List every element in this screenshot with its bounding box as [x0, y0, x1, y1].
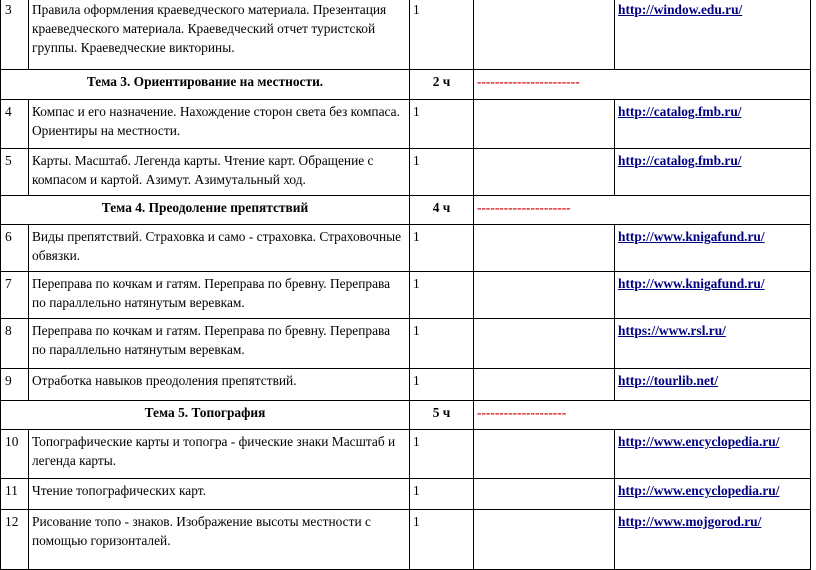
- resource-link[interactable]: http://window.edu.ru/: [618, 2, 743, 17]
- hours-cell: 1: [410, 272, 474, 319]
- row-number: 12: [1, 510, 29, 570]
- hours-cell: 1: [410, 149, 474, 196]
- table-row: [1, 0, 811, 70]
- hours-cell: 1: [410, 430, 474, 479]
- theme-row: [1, 196, 811, 225]
- empty-cell: [474, 0, 615, 70]
- hours-cell: 1: [410, 0, 474, 70]
- resource-link[interactable]: http://www.knigafund.ru/: [618, 276, 765, 291]
- lesson-topic: Карты. Масштаб. Легенда карты. Чтение карт. Обращение с компасом и картой. Азимут. Азимутальный ход.: [29, 149, 410, 196]
- hours-cell: 1: [410, 369, 474, 401]
- resource-link[interactable]: https://www.rsl.ru/: [618, 323, 726, 338]
- empty-cell: [474, 369, 615, 401]
- theme-row: [1, 401, 811, 430]
- lesson-topic: Виды препятствий. Страховка и само - страховка. Страховочные обвязки.: [29, 225, 410, 272]
- empty-cell: [474, 479, 615, 510]
- hours-cell: 1: [410, 510, 474, 570]
- empty-cell: [474, 430, 615, 479]
- resource-link[interactable]: http://catalog.fmb.ru/: [618, 153, 742, 168]
- resource-cell: [615, 225, 811, 272]
- table-row: [1, 272, 811, 319]
- empty-cell: [474, 272, 615, 319]
- table-row: [1, 510, 811, 570]
- theme-title: Тема 3. Ориентирование на местности.: [1, 70, 410, 100]
- theme-hours: 4 ч: [410, 196, 474, 225]
- theme-row: [1, 70, 811, 100]
- resource-link[interactable]: http://www.knigafund.ru/: [618, 229, 765, 244]
- hours-cell: 1: [410, 225, 474, 272]
- resource-link[interactable]: http://www.encyclopedia.ru/: [618, 483, 780, 498]
- resource-link[interactable]: http://catalog.fmb.ru/: [618, 104, 742, 119]
- resource-link[interactable]: http://tourlib.net/: [618, 373, 719, 388]
- row-number: 9: [1, 369, 29, 401]
- empty-cell: [474, 100, 615, 149]
- table-row: [1, 479, 811, 510]
- table-row: [1, 319, 811, 369]
- resource-link[interactable]: http://www.encyclopedia.ru/: [618, 434, 780, 449]
- row-number: 7: [1, 272, 29, 319]
- resource-cell: [615, 272, 811, 319]
- table-row: [1, 149, 811, 196]
- table-row: [1, 100, 811, 149]
- row-number: 10: [1, 430, 29, 479]
- hours-cell: 1: [410, 479, 474, 510]
- resource-cell: [615, 100, 811, 149]
- hours-cell: 1: [410, 100, 474, 149]
- resource-link[interactable]: http://www.mojgorod.ru/: [618, 514, 762, 529]
- resource-cell: [615, 369, 811, 401]
- theme-title: Тема 4. Преодоление препятствий: [1, 196, 410, 225]
- empty-cell: [474, 225, 615, 272]
- row-number: 11: [1, 479, 29, 510]
- theme-dashes: --------------------: [474, 401, 811, 430]
- lesson-topic: Топографические карты и топогра - фические знаки Масштаб и легенда карты.: [29, 430, 410, 479]
- row-number: 3: [1, 0, 29, 70]
- lesson-topic: Компас и его назначение. Нахождение сторон света без компаса. Ориентиры на местности.: [29, 100, 410, 149]
- empty-cell: [474, 510, 615, 570]
- resource-cell: [615, 510, 811, 570]
- resource-cell: [615, 0, 811, 70]
- theme-hours: 5 ч: [410, 401, 474, 430]
- empty-cell: [474, 319, 615, 369]
- hours-cell: 1: [410, 319, 474, 369]
- theme-hours: 2 ч: [410, 70, 474, 100]
- theme-dashes: -----------------------: [474, 70, 811, 100]
- lesson-topic: Отработка навыков преодоления препятствий.: [29, 369, 410, 401]
- theme-title: Тема 5. Топография: [1, 401, 410, 430]
- lesson-topic: Рисование топо - знаков. Изображение высоты местности с помощью горизонталей.: [29, 510, 410, 570]
- resource-cell: [615, 149, 811, 196]
- empty-cell: [474, 149, 615, 196]
- theme-dashes: ---------------------: [474, 196, 811, 225]
- resource-cell: [615, 479, 811, 510]
- row-number: 4: [1, 100, 29, 149]
- resource-cell: [615, 430, 811, 479]
- lesson-topic: Переправа по кочкам и гатям. Переправа по бревну. Переправа по параллельно натянутым веревкам.: [29, 272, 410, 319]
- row-number: 8: [1, 319, 29, 369]
- table-row: [1, 369, 811, 401]
- resource-cell: [615, 319, 811, 369]
- row-number: 5: [1, 149, 29, 196]
- table-row: [1, 430, 811, 479]
- row-number: 6: [1, 225, 29, 272]
- lesson-topic: Переправа по кочкам и гатям. Переправа по бревну. Переправа по параллельно натянутым веревкам.: [29, 319, 410, 369]
- lesson-topic: Чтение топографических карт.: [29, 479, 410, 510]
- lesson-topic: Правила оформления краеведческого материала. Презентация краеведческого материала. Краеведческий отчет туристской группы. Краеведческие викторины.: [29, 0, 410, 70]
- table-row: [1, 225, 811, 272]
